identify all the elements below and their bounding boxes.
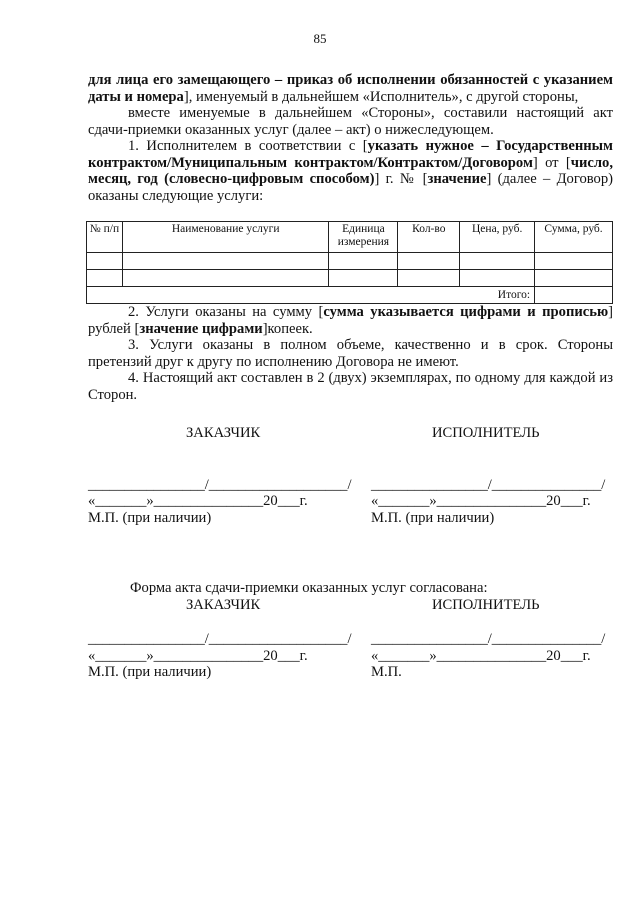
total-label: Итого: — [87, 287, 535, 304]
table-cell[interactable] — [122, 270, 329, 287]
table-row — [87, 270, 613, 287]
item-1-bold-a: указать нужное – Государственным контрактом/Муниципальным контрактом/Контрактом/Договором — [88, 138, 613, 171]
executor-heading-1: ИСПОЛНИТЕЛЬ — [432, 425, 540, 441]
table-cell[interactable] — [87, 253, 123, 270]
header-price: Цена, руб. — [460, 222, 535, 253]
customer-date-line-1: «_______»_______________20___г. — [88, 493, 308, 509]
header-sum: Сумма, руб. — [535, 222, 613, 253]
page-number: 85 — [313, 31, 327, 46]
table-cell[interactable] — [460, 253, 535, 270]
item-3-paragraph: 3. Услуги оказаны в полном объеме, качественно и в срок. Стороны претензий друг к другу по исполнению Договора не имеют. — [88, 337, 613, 370]
table-header-row — [87, 222, 613, 253]
customer-signature-line-2: ________________/___________________/ — [88, 631, 352, 647]
together-paragraph: вместе именуемые в дальнейшем «Стороны», составили настоящий акт сдачи-приемки оказанных услуг (далее – акт) о нижеследующем. — [88, 105, 613, 138]
items-block — [88, 304, 613, 403]
item-2-text-c: ]копеек. — [262, 320, 313, 337]
executor-date-line-1: «_______»_______________20___г. — [371, 493, 591, 509]
item-1-text-a: 1. Исполнителем в соответствии с [ — [128, 138, 368, 154]
table-cell[interactable] — [460, 270, 535, 287]
total-value-cell[interactable] — [535, 287, 613, 304]
table-row — [87, 253, 613, 270]
executor-stamp-note-1: М.П. (при наличии) — [371, 510, 495, 526]
item-1-text-b: ] от [ — [532, 154, 571, 171]
item-2-text-b: ] рублей [ — [88, 304, 613, 337]
table-cell[interactable] — [122, 253, 329, 270]
item-1-bold-c: значение — [427, 171, 487, 187]
header-number: № п/п — [87, 222, 123, 253]
intro-text: ], именуемый в дальнейшем «Исполнитель», с другой стороны, — [183, 88, 579, 105]
customer-stamp-note-2: М.П. (при наличии) — [88, 664, 212, 680]
item-1-text-c: ] г. № [ — [374, 171, 428, 187]
table-cell[interactable] — [398, 270, 460, 287]
table-cell[interactable] — [87, 270, 123, 287]
header-unit: Единица измерения — [329, 222, 398, 253]
customer-date-line-2: «_______»_______________20___г. — [88, 648, 308, 664]
item-1-paragraph — [88, 138, 613, 204]
executor-heading-2: ИСПОЛНИТЕЛЬ — [432, 597, 540, 613]
item-2-paragraph — [88, 304, 613, 337]
executor-signature-line-1: ________________/_______________/ — [371, 477, 606, 493]
item-1-bold-b: число, месяц, год (словесно-цифровым способом) — [88, 154, 613, 187]
item-4-paragraph: 4. Настоящий акт составлен в 2 (двух) экземплярах, по одному для каждой из Сторон. — [88, 370, 613, 403]
item-1-text-d: ] (далее – Договор) оказаны следующие услуги: — [88, 171, 613, 204]
header-service-name: Наименование услуги — [122, 222, 329, 253]
intro-paragraph — [88, 72, 613, 204]
customer-stamp-note-1: М.П. (при наличии) — [88, 510, 212, 526]
customer-signature-line-1: ________________/___________________/ — [88, 477, 352, 493]
table-total-row — [87, 287, 613, 304]
customer-heading-1: ЗАКАЗЧИК — [186, 425, 261, 441]
executor-signature-line-2: ________________/_______________/ — [371, 631, 606, 647]
services-table — [86, 221, 613, 304]
item-2-bold-b: значение цифрами — [139, 320, 263, 337]
executor-stamp-note-2: М.П. — [371, 664, 402, 680]
header-quantity: Кол-во — [398, 222, 460, 253]
table-cell[interactable] — [398, 253, 460, 270]
item-2-text-a: 2. Услуги оказаны на сумму [ — [128, 304, 324, 320]
table-cell[interactable] — [535, 253, 613, 270]
agreed-text: Форма акта сдачи-приемки оказанных услуг согласована: — [130, 580, 488, 596]
table-cell[interactable] — [329, 270, 398, 287]
table-cell[interactable] — [329, 253, 398, 270]
item-2-bold-a: сумма указывается цифрами и прописью — [323, 304, 609, 320]
customer-heading-2: ЗАКАЗЧИК — [186, 597, 261, 613]
executor-date-line-2: «_______»_______________20___г. — [371, 648, 591, 664]
table-cell[interactable] — [535, 270, 613, 287]
intro-bold-text: для лица его замещающего – приказ об исполнении обязанностей с указанием даты и номера — [88, 72, 613, 105]
